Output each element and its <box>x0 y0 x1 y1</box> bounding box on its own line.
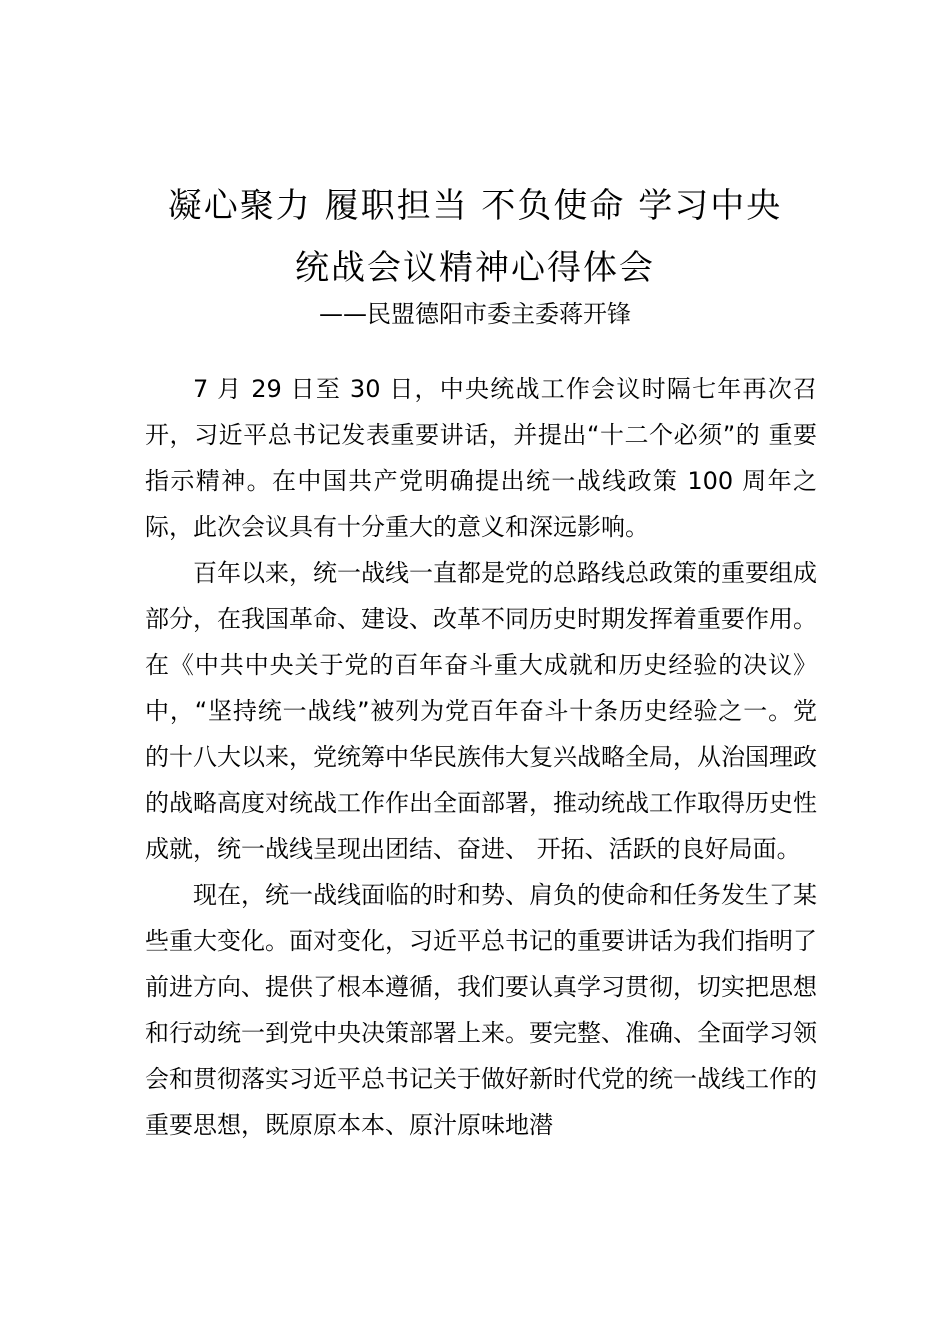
document-body <box>145 366 817 1148</box>
body-paragraph-2: 百年以来，统一战线一直都是党的总路线总政策的重要组成部分，在我国革命、建设、改革不同历史时期发挥着重要作用。在《中共中央关于党的百年奋斗重大成就和历史经验的决议》中，“坚持统一战线”被列为党百年奋斗十条历史经验之一。党的十八大以来，党统筹中华民族伟大复兴战略全局，从治国理政的战略高度对统战工作作出全面部署，推动统战工作取得历史性成就，统一战线呈现出团结、奋进、 开拓、活跃的良好局面。 <box>145 559 817 863</box>
document-title-line-2: 统战会议精神心得体会 <box>295 248 655 288</box>
body-paragraph-3: 现在，统一战线面临的时和势、肩负的使命和任务发生了某些重大变化。面对变化，习近平总书记的重要讲话为我们指明了前进方向、提供了根本遵循，我们要认真学习贯彻，切实把思想和行动统一到党中央决策部署上来。要完整、准确、全面学习领会和贯彻落实习近平总书记关于做好新时代党的统一战线工作的重要思想，既原原本本、原汁原味地潜 <box>145 881 817 1139</box>
document-subtitle: ——民盟德阳市委主委蒋开锋 <box>319 300 631 328</box>
document-title-line-1: 凝心聚力 履职担当 不负使命 学习中央 <box>167 186 783 226</box>
body-paragraph-1: 7 月 29 日至 30 日，中央统战工作会议时隔七年再次召开，习近平总书记发表重要讲话，并提出“十二个必须”的 重要指示精神。在中国共产党明确提出统一战线政策 100 周年之际，此次会议具有十分重大的意义和深远影响。 <box>145 375 817 541</box>
